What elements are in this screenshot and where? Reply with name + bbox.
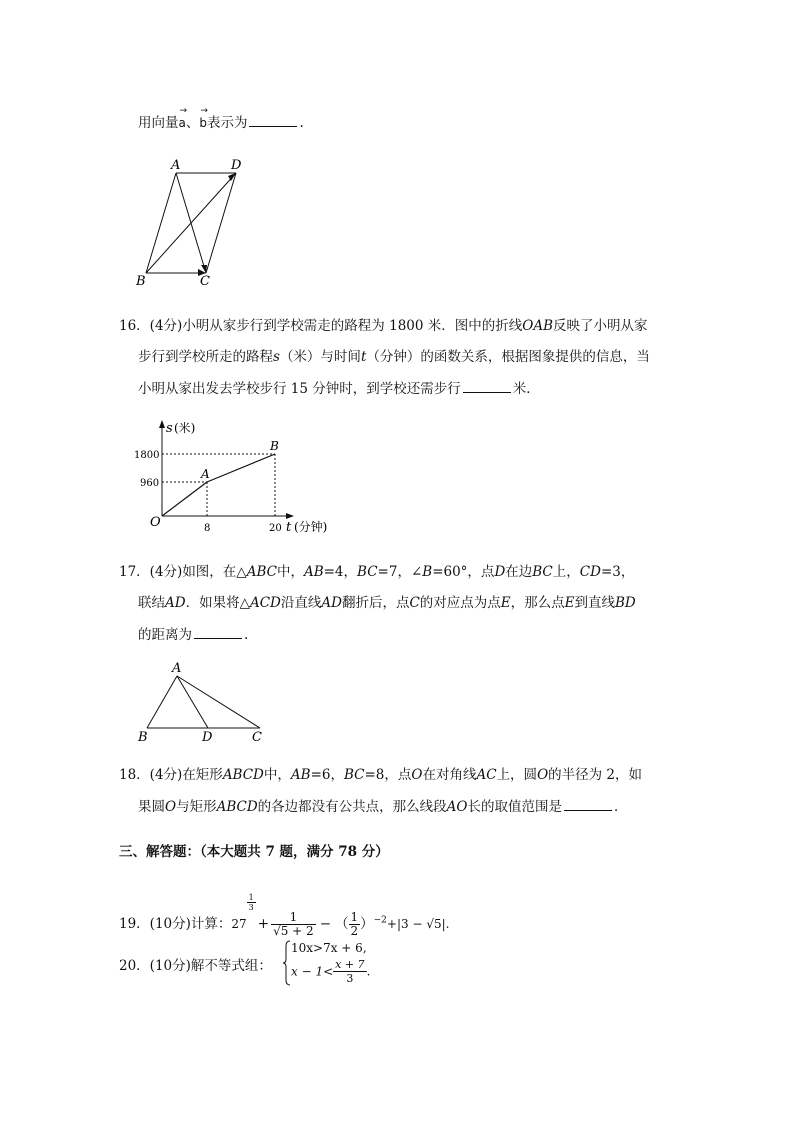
q20-fraction: $\frac{x + 7}{3}$ <box>335 958 365 985</box>
origin-O: O <box>150 515 161 530</box>
q19-number: 19．(10分) <box>119 916 191 932</box>
q19-tail: +|3 − √5|. <box>386 917 450 931</box>
q20-brace <box>283 940 291 986</box>
q17-line-1 <box>119 562 634 582</box>
label-C: C <box>252 730 262 745</box>
q17-var: ABC <box>246 564 277 580</box>
q16-answer-blank[interactable] <box>463 378 511 393</box>
q19-plus: + <box>257 916 270 932</box>
q17-var: BC <box>357 564 378 580</box>
q16-text: 步行到学校所走的路程 <box>138 349 273 365</box>
q15-parallelogram-figure <box>130 155 260 290</box>
q17-triangle-figure <box>130 660 280 745</box>
q16-var-t: t <box>360 349 367 365</box>
q17-text: 的对应点为点 <box>419 595 501 611</box>
q17-var: CD <box>579 564 601 580</box>
q16-text: 反映了小明从家 <box>553 318 648 334</box>
q18-text: 中， <box>263 767 291 783</box>
x-label-unit: (分钟) <box>294 520 328 534</box>
q18-var: O <box>411 767 423 783</box>
q15-answer-blank[interactable] <box>249 112 297 127</box>
q20-inequality-2 <box>291 958 370 985</box>
q15-line <box>138 106 304 133</box>
q17-number: 17．(4分) <box>119 564 183 580</box>
q19-paren: （ <box>335 916 349 932</box>
q19-exponent: $\frac{1}{3}$ <box>248 893 254 912</box>
q19-line <box>119 893 449 938</box>
q20-number: 20．(10分) <box>119 958 191 974</box>
q17-text: 到直线 <box>574 595 616 611</box>
q17-var: C <box>409 595 420 611</box>
q17-text: 联结 <box>138 595 165 611</box>
q17-text: ，那么点 <box>510 595 565 611</box>
q17-text: 的距离为 <box>138 627 192 643</box>
q17-var: B <box>422 564 433 580</box>
q15-suffix: 表示为 <box>206 115 248 131</box>
segment-DC <box>206 173 236 273</box>
q16-text: 米． <box>512 381 540 397</box>
q17-text: 沿直线 <box>280 595 322 611</box>
q18-line-2 <box>138 796 627 817</box>
q16-line-3 <box>138 378 540 399</box>
segment-AD <box>177 676 208 728</box>
q18-var: O <box>537 767 549 783</box>
y-tick-1800: 1800 <box>134 450 160 461</box>
y-axis-arrow <box>159 420 165 428</box>
q19-paren: ） <box>360 916 374 932</box>
q17-line-2 <box>138 593 636 613</box>
q16-text: （米）与时间 <box>279 349 361 365</box>
q16-text: 小明从家步行到学校需走的路程为 1800 米．图中的折线 <box>182 318 523 334</box>
q17-text: 翻折后，点 <box>341 595 410 611</box>
x-tick-8: 8 <box>204 523 211 534</box>
q17-var: D <box>494 564 506 580</box>
q18-var: BC <box>343 767 365 783</box>
q16-number: 16．(4分) <box>119 318 183 334</box>
q20-lhs: x − 1< <box>291 964 334 979</box>
label-C: C <box>200 274 210 289</box>
q17-line-3 <box>138 624 248 645</box>
q18-text: 与矩形 <box>176 799 217 815</box>
q15-sep: 、 <box>185 115 200 131</box>
q17-var: AD <box>321 595 342 611</box>
segment-BD <box>146 173 236 273</box>
q17-text: 中， <box>276 564 304 580</box>
q18-var: O <box>165 799 177 815</box>
q18-text: 在矩形 <box>182 767 223 783</box>
q19-base: 27 <box>231 917 247 931</box>
q17-var: BD <box>615 595 636 611</box>
q17-text: =4， <box>323 564 358 580</box>
label-A: A <box>171 158 181 173</box>
q18-number: 18．(4分) <box>119 767 183 783</box>
q15-end: . <box>299 115 304 131</box>
q17-text: 如图，在△ <box>182 564 247 580</box>
q17-var: AD <box>165 595 186 611</box>
x-label-t: t <box>286 520 292 535</box>
q16-line-1 <box>119 316 648 336</box>
q17-text: =3， <box>600 564 635 580</box>
q17-text: =7，∠ <box>377 564 423 580</box>
vector-a: → a <box>178 106 188 130</box>
label-D: D <box>231 158 242 173</box>
y-label-unit: (米) <box>174 421 196 435</box>
label-A: A <box>172 661 182 676</box>
section-3-heading: 三、解答题：（本大题共 7 题，满分 78 分） <box>119 844 389 860</box>
q15-prefix: 用向量 <box>138 115 179 131</box>
q20-inequality-1: 10x>7x + 6, <box>291 941 367 955</box>
q18-var: AO <box>446 799 468 815</box>
q18-text: =6， <box>310 767 344 783</box>
label-B: B <box>138 730 148 745</box>
q17-var: E <box>500 595 511 611</box>
point-B-label: B <box>270 439 279 453</box>
q16-line-2 <box>138 347 650 367</box>
q17-var: ACD <box>249 595 281 611</box>
q19-half: $\frac{1}{2}$ <box>350 910 359 938</box>
x-tick-20: 20 <box>269 523 282 534</box>
q19-minus: − <box>319 916 331 932</box>
label-D: D <box>202 730 213 745</box>
q16-text: （分钟）的函数关系，根据图象提供的信息，当 <box>366 349 650 365</box>
q17-text: . <box>244 627 249 643</box>
q19-neg2: −2 <box>373 915 387 926</box>
y-label-s: s <box>166 421 173 436</box>
q18-text: =8，点 <box>364 767 412 783</box>
q18-text: 上，圆 <box>496 767 538 783</box>
vector-b: → b <box>199 106 208 130</box>
q18-text: 在对角线 <box>422 767 477 783</box>
q17-var: BC <box>532 564 553 580</box>
q16-var-s: s <box>273 349 280 365</box>
q18-var: AB <box>290 767 311 783</box>
q18-line-1 <box>119 765 642 785</box>
segment-AB <box>146 173 176 273</box>
q17-text: =60°，点 <box>432 564 495 580</box>
q20-label: 解不等式组： <box>190 958 272 974</box>
q17-text: ．如果将△ <box>185 595 250 611</box>
segment-AB <box>207 454 275 482</box>
q18-text: 长的取值范围是 <box>467 799 562 815</box>
q17-answer-blank[interactable] <box>194 624 242 639</box>
q18-text: 的各边都没有公共点，那么线段 <box>257 799 447 815</box>
q17-text: 在边 <box>505 564 533 580</box>
y-tick-960: 960 <box>140 478 160 489</box>
label-B: B <box>136 274 146 289</box>
q19-fraction: $\frac{1}{√5 + 2}$ <box>273 910 314 938</box>
q19-label: 计算： <box>190 916 232 932</box>
q16-text: 小明从家出发去学校步行 15 分钟时，到学校还需步行 <box>138 381 461 397</box>
q18-var: AC <box>476 767 497 783</box>
point-A-label: A <box>201 467 210 481</box>
segment-AC <box>177 676 260 728</box>
q16-distance-time-graph <box>130 412 370 542</box>
x-axis-arrow <box>286 513 294 519</box>
q16-oab: OAB <box>522 318 554 334</box>
q20-end: . <box>366 964 371 979</box>
segment-AB <box>147 676 177 728</box>
q18-text: 的半径为 2，如 <box>548 767 643 783</box>
segment-OA <box>162 482 207 516</box>
q18-answer-blank[interactable] <box>564 796 612 811</box>
q18-text: ． <box>613 799 628 815</box>
q18-var: ABCD <box>216 799 258 815</box>
q17-var: E <box>564 595 575 611</box>
q18-text: 果圆 <box>138 799 165 815</box>
q17-var: AB <box>303 564 324 580</box>
q18-var: ABCD <box>222 767 264 783</box>
q20-label-line <box>119 956 272 976</box>
q17-text: 上， <box>552 564 580 580</box>
